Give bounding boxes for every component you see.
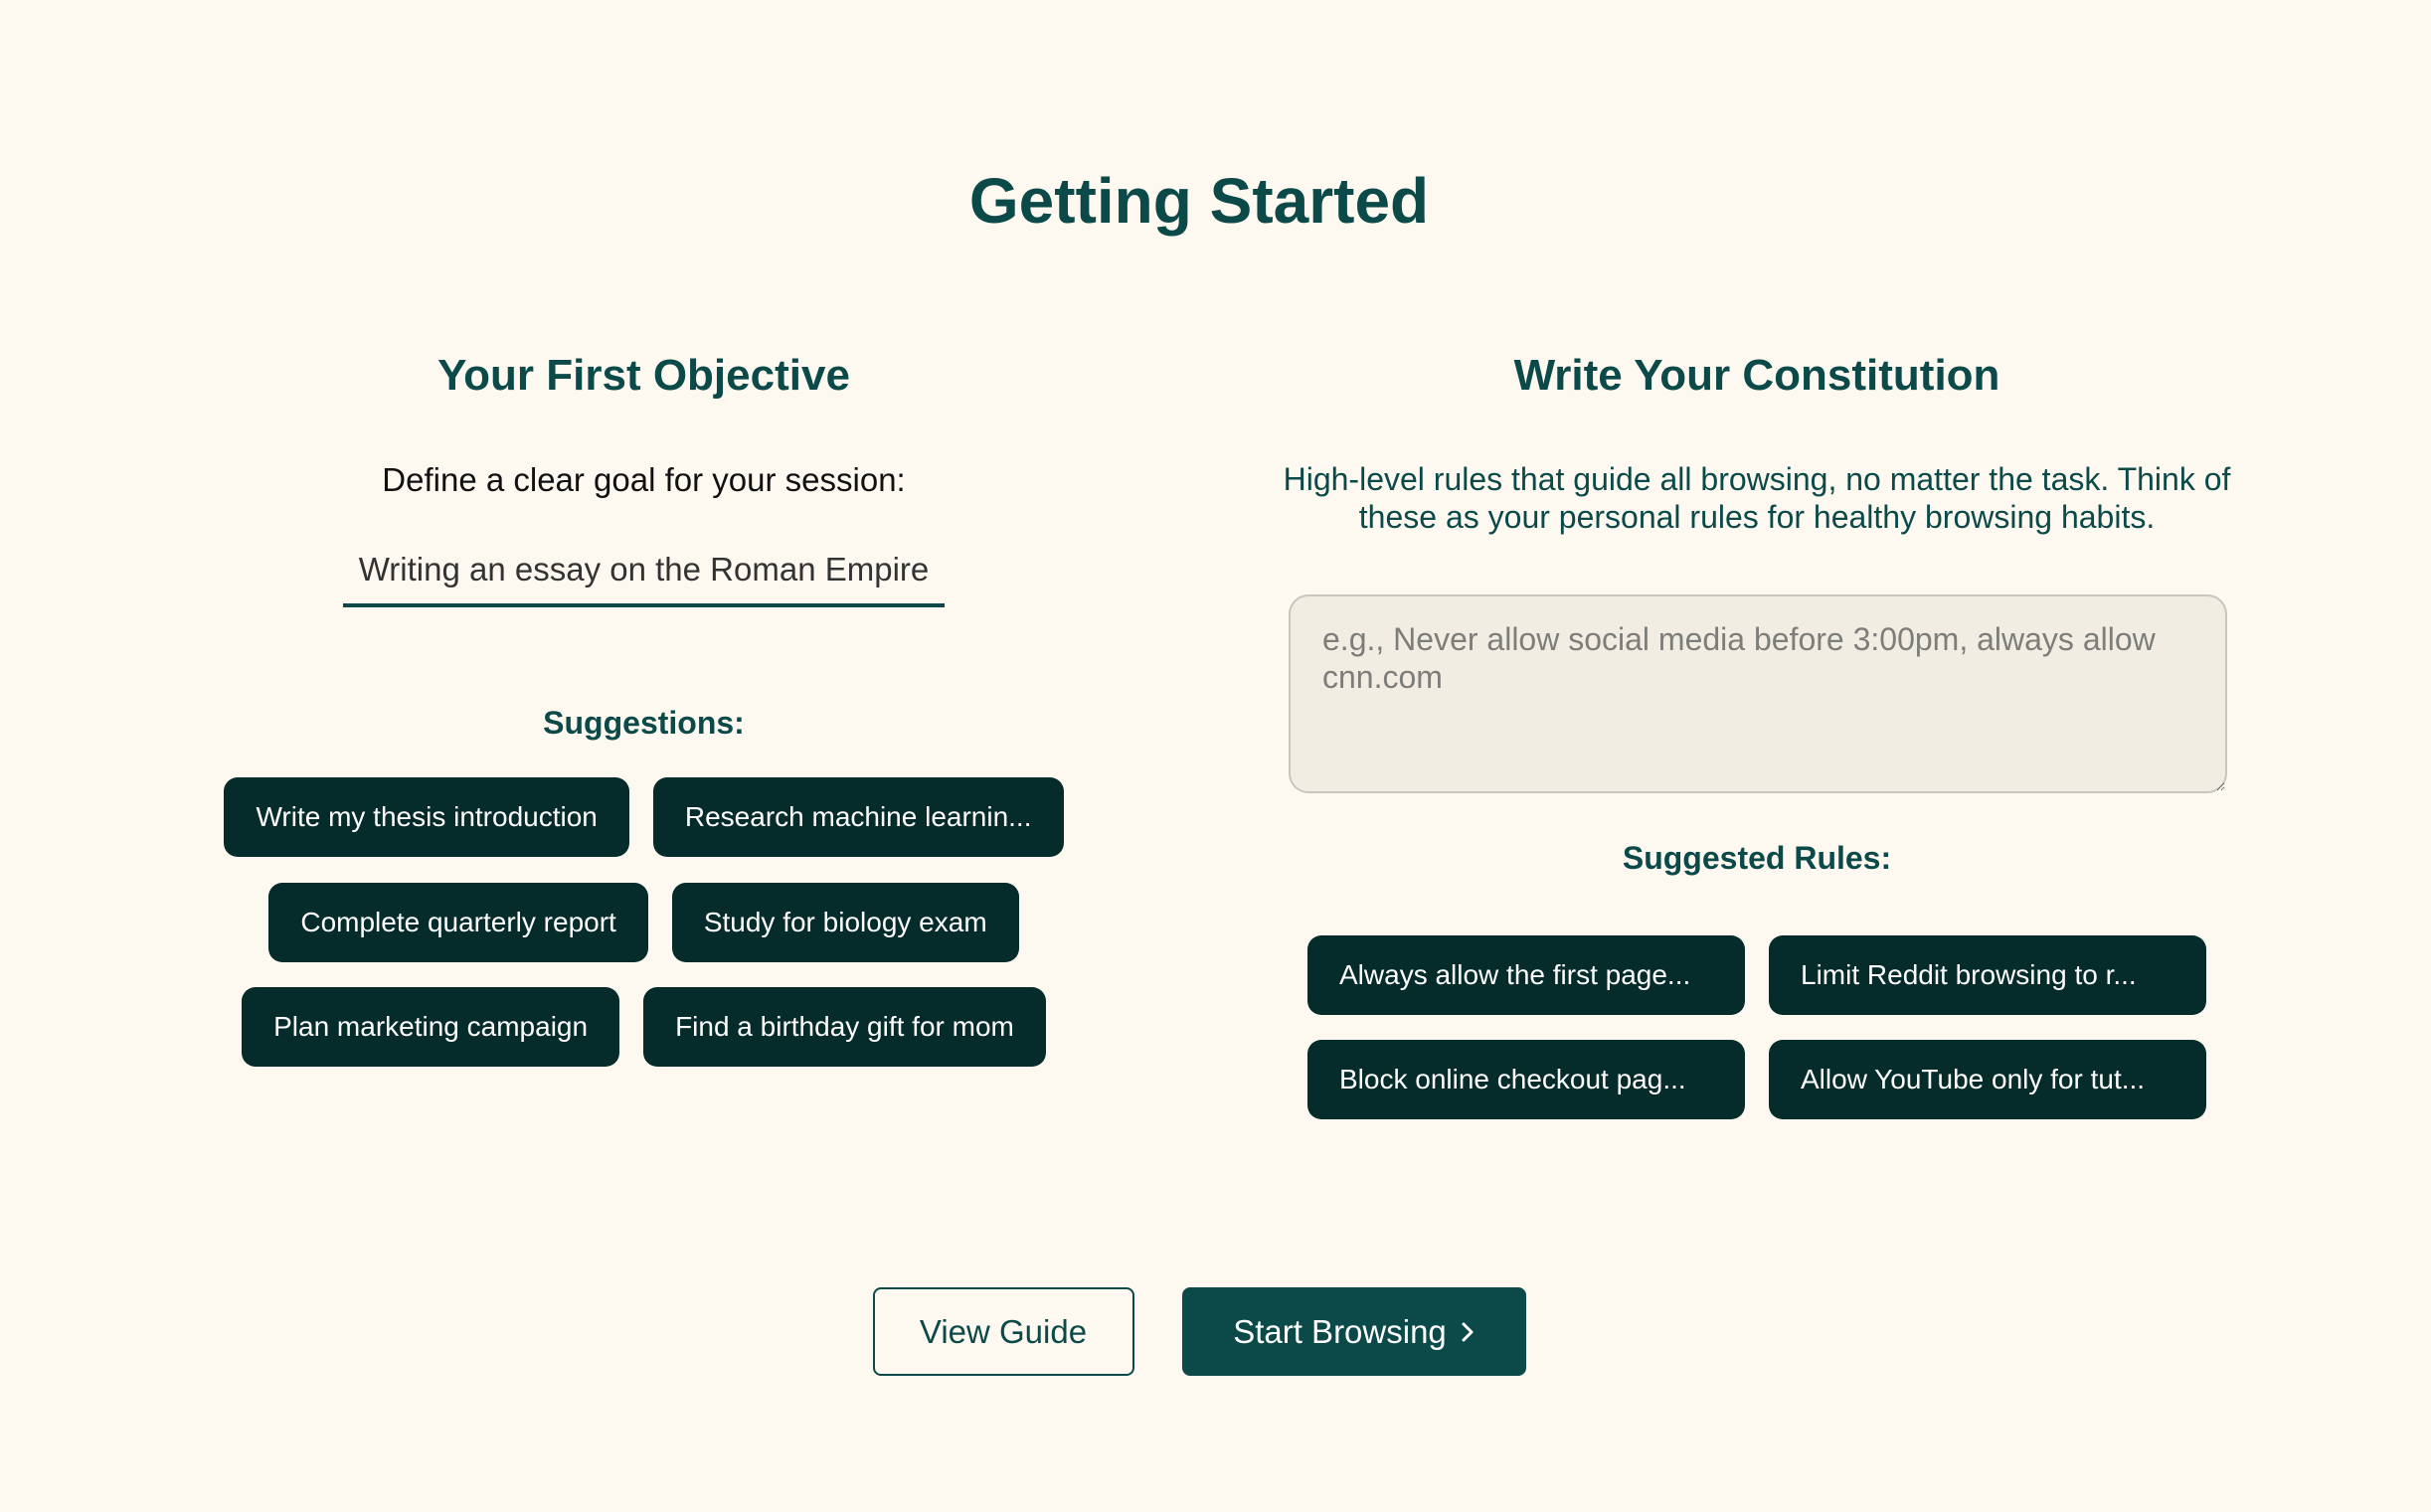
rule-chip-reddit[interactable]: Limit Reddit browsing to r... (1769, 935, 2206, 1015)
start-browsing-button[interactable] (1182, 1287, 1526, 1376)
page-title: Getting Started (968, 165, 1430, 237)
view-guide-button[interactable] (873, 1287, 1134, 1376)
suggestions-heading: Suggestions: (543, 705, 745, 741)
constitution-heading: Write Your Constitution (1513, 351, 2000, 400)
rule-row (1260, 935, 2254, 1015)
suggested-rules-heading: Suggested Rules: (1622, 840, 1892, 876)
constitution-description: High-level rules that guide all browsing, no matter the task. Think of these as your personal rules for healthy browsing habits. (1283, 461, 2231, 535)
rule-chip-youtube[interactable]: Allow YouTube only for tut... (1769, 1040, 2206, 1119)
chevron-right-icon (1461, 1321, 1475, 1343)
rule-row (1260, 1040, 2254, 1119)
suggestion-chip-marketing[interactable]: Plan marketing campaign (242, 987, 619, 1067)
objective-prompt: Define a clear goal for your session: (382, 461, 906, 498)
constitution-textarea[interactable] (1289, 594, 2227, 793)
start-browsing-label: Start Browsing (1233, 1312, 1447, 1350)
constitution-section (1260, 343, 2254, 1094)
suggestion-row (179, 987, 1109, 1067)
suggestion-chip-research[interactable]: Research machine learnin... (653, 777, 1064, 857)
rule-chip-checkout[interactable]: Block online checkout pag... (1307, 1040, 1745, 1119)
suggestion-chip-gift[interactable]: Find a birthday gift for mom (643, 987, 1046, 1067)
suggestion-chip-biology[interactable]: Study for biology exam (672, 883, 1019, 962)
objective-input[interactable] (343, 542, 945, 607)
suggestion-row (179, 777, 1109, 857)
suggestion-chip-report[interactable]: Complete quarterly report (268, 883, 647, 962)
objective-section (179, 343, 1109, 1042)
rule-chip-first-page[interactable]: Always allow the first page... (1307, 935, 1745, 1015)
view-guide-label: View Guide (919, 1312, 1088, 1350)
suggestion-chip-thesis[interactable]: Write my thesis introduction (224, 777, 628, 857)
suggestion-row (179, 883, 1109, 962)
objective-heading: Your First Objective (437, 351, 850, 400)
action-bar (0, 1287, 2398, 1376)
